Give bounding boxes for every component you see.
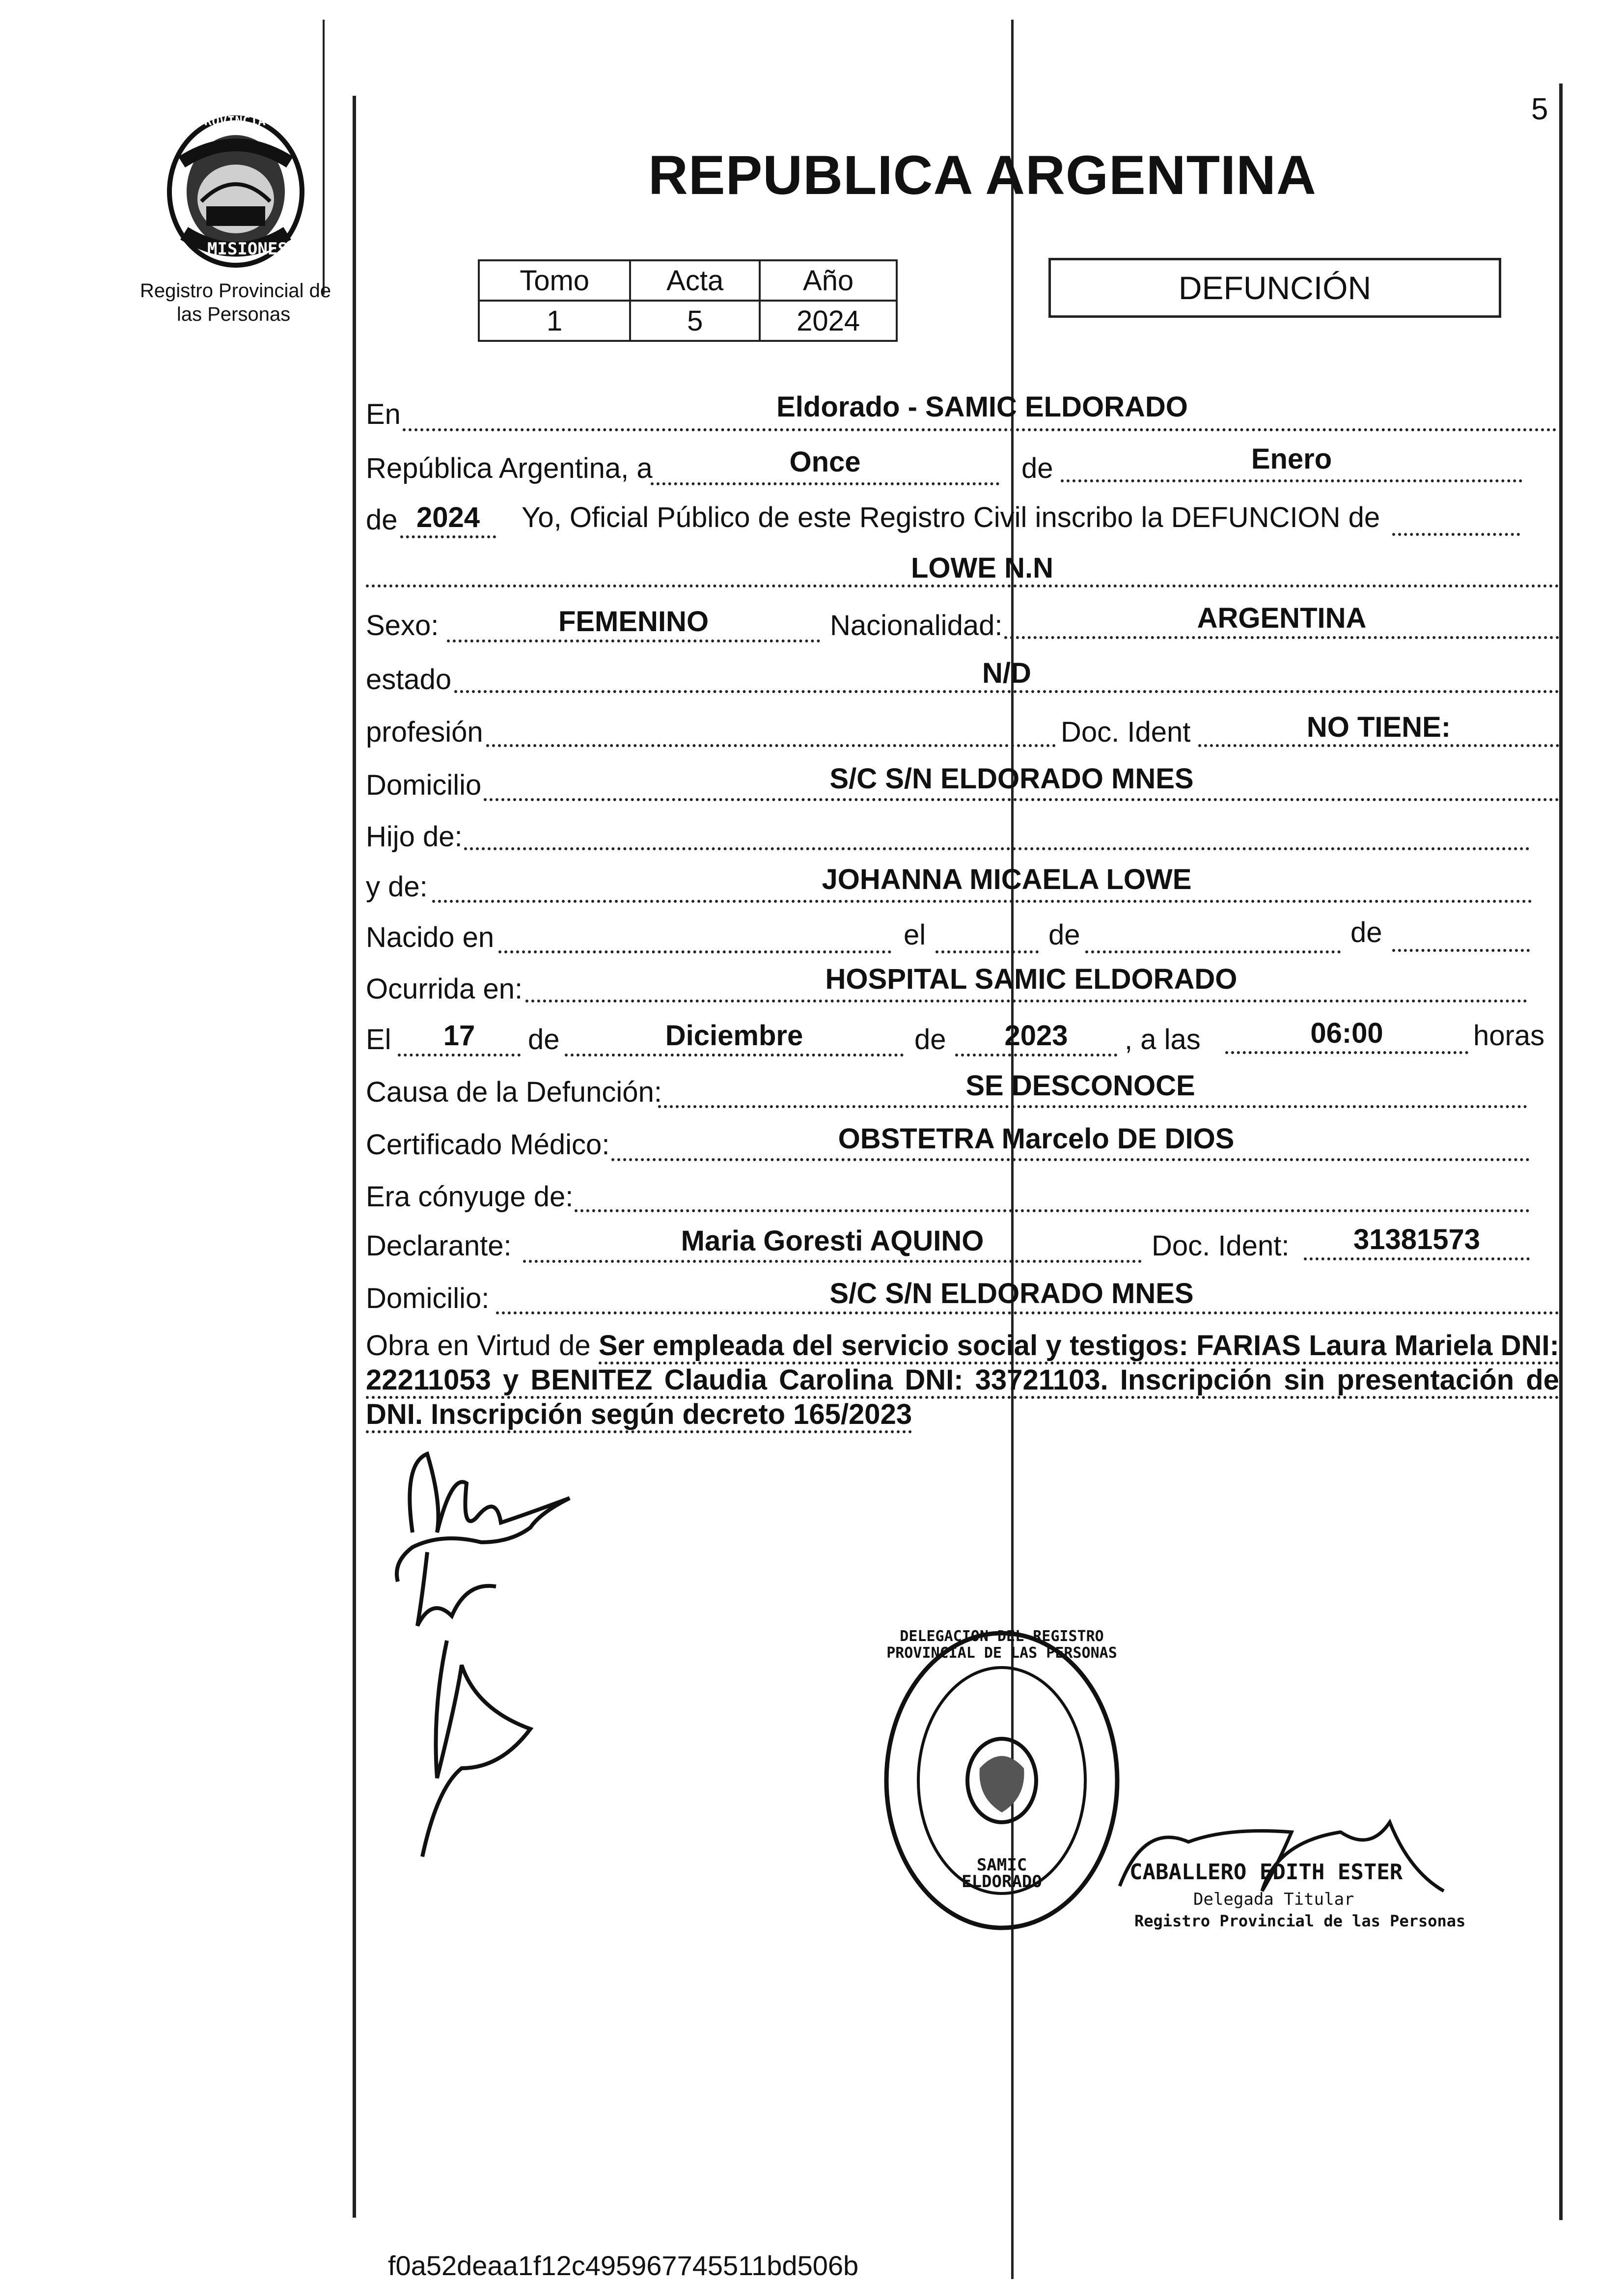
emblem-text-bottom: MISIONES <box>207 239 288 259</box>
right-margin-line <box>1559 83 1563 2220</box>
nombre-line <box>366 584 1559 587</box>
declarante-doc-line <box>1304 1257 1530 1260</box>
ocurrida-value: HOSPITAL SAMIC ELDORADO <box>825 963 1238 995</box>
de-label-5: de <box>528 1024 560 1056</box>
y-de-value: JOHANNA MICAELA LOWE <box>822 863 1192 895</box>
stamp-org: Registro Provincial de las Personas <box>1134 1912 1466 1930</box>
ocurrida-label: Ocurrida en: <box>366 973 523 1005</box>
nacido-en-label: Nacido en <box>366 921 495 953</box>
stamp-role: Delegada Titular <box>1193 1890 1354 1909</box>
obra-label: Obra en Virtud de <box>366 1330 591 1362</box>
domicilio2-line <box>496 1311 1559 1314</box>
record-table <box>478 259 898 342</box>
domicilio-label-2: Domicilio: <box>366 1282 490 1314</box>
anio-value: 2024 <box>416 501 480 533</box>
ocurrida-line <box>525 1000 1527 1002</box>
anio-line <box>400 535 496 538</box>
domicilio-label: Domicilio <box>366 769 482 801</box>
record-value-tomo: 1 <box>479 301 630 341</box>
sexo-label: Sexo: <box>366 610 439 641</box>
mes-muerte-line <box>565 1054 904 1057</box>
hijo-de-line <box>464 847 1530 850</box>
conyuge-label: Era cónyuge de: <box>366 1181 574 1213</box>
record-header-acta: Acta <box>630 260 760 301</box>
a-las-label: , a las <box>1125 1024 1201 1056</box>
registry-line2: las Personas <box>177 304 291 325</box>
nombre-value: LOWE N.N <box>911 552 1053 584</box>
record-table-header-row <box>479 260 897 301</box>
el-label: el <box>904 919 926 951</box>
document-hash: f0a52deaa1f12c495967745511bd506b <box>388 2250 859 2281</box>
mes-muerte-value: Diciembre <box>665 1020 803 1052</box>
y-de-label: y de: <box>366 871 428 903</box>
mes-value: Enero <box>1251 443 1332 475</box>
domicilio2-value: S/C S/N ELDORADO MNES <box>829 1278 1194 1309</box>
causa-label: Causa de la Defunción: <box>366 1076 662 1108</box>
texto-oficial-line <box>1392 533 1520 536</box>
causa-line <box>658 1105 1527 1108</box>
obra-paragraph <box>366 1329 1559 1432</box>
mes-line <box>1061 479 1522 482</box>
estado-line <box>454 690 1559 693</box>
hora-value: 06:00 <box>1310 1017 1383 1049</box>
horas-label: horas <box>1473 1020 1545 1052</box>
sexo-line <box>447 640 820 642</box>
domicilio-value: S/C S/N ELDORADO MNES <box>829 763 1194 795</box>
dia-muerte-value: 17 <box>443 1020 475 1052</box>
hijo-de-label: Hijo de: <box>366 821 463 853</box>
record-table-value-row <box>479 301 897 341</box>
doc-ident-label: Doc. Ident <box>1061 716 1191 748</box>
official-round-seal <box>879 1626 1125 1935</box>
estado-value: N/D <box>982 657 1031 689</box>
nacionalidad-line <box>1004 636 1559 639</box>
registry-line1: Registro Provincial de <box>140 280 331 302</box>
el-label-2: El <box>366 1024 391 1056</box>
signature-left <box>383 1434 609 1906</box>
seal-inner-text: SAMIC ELDORADO <box>962 1855 1042 1892</box>
left-margin-line <box>353 96 356 2218</box>
record-type-box: DEFUNCIÓN <box>1048 258 1501 318</box>
estado-label: estado <box>366 664 452 696</box>
province-emblem <box>162 108 309 270</box>
declarante-value: Maria Goresti AQUINO <box>681 1225 984 1257</box>
profesion-line <box>486 744 1056 747</box>
anio-muerte-line <box>955 1054 1117 1057</box>
certificado-value: OBSTETRA Marcelo DE DIOS <box>838 1123 1235 1155</box>
nacido-anio-line <box>1392 949 1530 952</box>
nacionalidad-label: Nacionalidad: <box>830 610 1003 641</box>
de-label-3: de <box>1048 919 1080 951</box>
doc-ident-line <box>1198 744 1559 747</box>
page-number: 5 <box>1531 92 1548 126</box>
page-title: REPUBLICA ARGENTINA <box>648 144 1317 206</box>
certificado-line <box>611 1158 1530 1161</box>
declarante-label: Declarante: <box>366 1230 512 1262</box>
en-label: En <box>366 398 401 430</box>
nacido-mes-line <box>1085 950 1341 953</box>
de-label-4: de <box>1350 917 1382 948</box>
en-line <box>403 428 1557 431</box>
nacido-en-line <box>498 950 891 953</box>
declarante-line <box>523 1260 1142 1263</box>
texto-oficial: Yo, Oficial Público de este Registro Civil inscribo la DEFUNCION de <box>522 501 1380 533</box>
record-value-acta: 5 <box>630 301 760 341</box>
dia-muerte-line <box>398 1054 521 1057</box>
y-de-line <box>432 900 1532 903</box>
causa-value: SE DESCONOCE <box>965 1070 1195 1102</box>
republica-label: República Argentina, a <box>366 452 653 484</box>
seal-ring-text: DELEGACION DEL REGISTRO PROVINCIAL DE LAS PERSONAS <box>886 1628 1117 1662</box>
declarante-doc-value: 31381573 <box>1353 1224 1481 1255</box>
hora-line <box>1225 1051 1468 1054</box>
dia-line <box>651 482 999 485</box>
doc-ident-label-2: Doc. Ident: <box>1152 1230 1290 1262</box>
de-label-1: de <box>1021 452 1053 484</box>
sexo-value: FEMENINO <box>558 606 709 638</box>
de-label-2: de <box>366 504 398 536</box>
nacido-dia-line <box>936 950 1039 953</box>
profesion-label: profesión <box>366 716 483 748</box>
record-value-anio: 2024 <box>760 301 897 341</box>
de-label-6: de <box>914 1024 946 1056</box>
doc-ident-value: NO TIENE: <box>1306 711 1451 743</box>
obra-value: Ser empleada del servicio social y testigos: FARIAS Laura Mariela DNI: 22211053 y BENITEZ Claudia Carolina DNI: 33721103. Inscripción sin presentación de DNI. Inscripción según decreto 165/2023 <box>366 1330 1559 1433</box>
left-edge-line <box>323 20 325 295</box>
name-stamp <box>1115 1852 1466 1960</box>
emblem-text-top: PROVINCIA DE <box>196 114 289 129</box>
record-header-tomo: Tomo <box>479 260 630 301</box>
dia-value: Once <box>789 446 861 478</box>
anio-muerte-value: 2023 <box>1004 1020 1068 1052</box>
record-header-anio: Año <box>760 260 897 301</box>
nacionalidad-value: ARGENTINA <box>1197 602 1367 634</box>
certificado-label: Certificado Médico: <box>366 1129 610 1161</box>
en-value: Eldorado - SAMIC ELDORADO <box>776 391 1188 423</box>
domicilio-line <box>484 798 1559 801</box>
conyuge-line <box>575 1209 1530 1212</box>
stamp-name: CABALLERO EDITH ESTER <box>1129 1860 1403 1885</box>
